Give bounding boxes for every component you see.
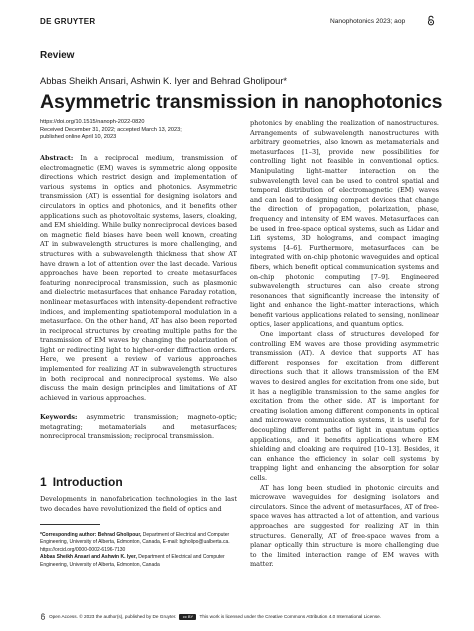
keywords-text: asymmetric transmission; magneto-optic; metagrating; metamaterials and metasurfaces; nonreciprocal transmission; reciprocal transmission. [40,413,237,441]
body-paragraph-1: photonics by enabling the realization of nanostructures. Arrangements of subwavelength nanostructures with arbitrary geometries, also known as metamaterials and metasurfaces [1–3], provide new possibilities for controlling light not feasible in conventional optics. Manipulating light–matter interaction on the subwavelength level can be used to control spatial and temporal distribution of electromagnetic (EM) waves and can lead to designing compact devices that change the direction of propagation, polarization, phase, frequency and intensity of EM waves. Metasurfaces can be used in free-space optical systems, such as Lidar and Lifi systems, 3D holograms, and compact imaging systems [4–6]. Furthermore, metasurfaces can be integrated with on-chip photonic waveguides and optical fibers, which benefit optical communication systems and on-chip photonic computing [7–9]. Engineered subwavelength structures can also create strong resonances that significantly increase the intensity of light and enhance the light–matter interactions, which benefit various applications related to sensing, nonlinear optics, laser applications, and quantum optics. [250,119,439,329]
intro-paragraph [40,495,237,514]
paper-title: Asymmetric transmission in nanophotonics [40,91,443,113]
article-meta [40,119,200,142]
keywords [40,413,237,442]
license-footer [40,613,440,620]
abstract-text: In a reciprocal medium, transmission of electromagnetic (EM) waves is symmetric along opposite directions which restrict design and implementation of various systems in optics and photonics. Asymmetric transmission (AT) is essential for designing isolators and circulators in optics and photonics, and it benefits other applications such as photovoltaic systems, lasers, cloaking, and EM shielding. While bulky nonreciprocal devices based on magnetic field biases have been well known, creating AT in subwavelength structures is more challenging, and structures with a subwavelength thickness that show AT have drawn a lot of attention over the last decade. Various approaches have been reported to create metasurfaces featuring nonreciprocal transmission, such as plasmonic and dielectric metasurfaces that enhance Faraday rotation, nonlinear metasurfaces with intensity-dependent refractive indices, and implementing spatiotemporal modulation in a metasurface. On the other hand, AT has also been reported in reciprocal structures by creating multiple paths for the transmission of EM waves by changing the polarization of light or redirecting light to higher-order diffraction orders. Here, we present a review of various approaches implemented for realizing AT in subwavelength structures in both reciprocal and nonreciprocal systems. We also discuss the main design principles and limitations of AT achieved in various approaches. [40,154,237,402]
corresponding-author-label: *Corresponding author: Behrad Gholipour, [40,532,142,538]
author-list: Abbas Sheikh Ansari, Ashwin K. Iyer and Behrad Gholipour* [40,76,288,86]
open-access-icon [427,15,435,26]
body-paragraph-2: One important class of structures developed for controlling EM waves are those providing asymmetric transmission (AT). A device that supports AT has different responses for excitation from different directions such that it allows transmission of the EM waves to desired angles for excitation from one side, but it has a negligible transmission to the same angles for excitation from the other side. AT is important for creating isolation among different components in optical and microwave communication systems, it is useful for decoupling different paths of light in quantum optics applications, and it benefits applications where EM shielding and cloaking are required [10–13]. Besides, it can enhance the efficiency in solar cell systems by trapping light and enhancing the absorption for solar cells. [250,330,439,482]
abstract [40,154,237,403]
body-paragraph-3: AT has long been studied in photonic circuits and microwave waveguides for designing isolators and circulators. Since the advent of metasurfaces, AT of free-space waves has attracted a lot of attention, and various approaches are suggested for realizing AT in thin structures. Generally, AT of free-space waves from a planar optically thin structure is more challenging due to the limited interaction range of EM waves with matter. [250,483,439,569]
other-authors-text: Department of Electrical and Computer Engineering, University of Alberta, Edmonton, Canada [40,554,225,568]
license-text: This work is licensed under the Creative Commons Attribution 4.0 International License. [199,614,382,619]
section-number: 1 [40,475,47,489]
journal-citation: Nanophotonics 2023; aop [330,18,406,25]
section-title: Introduction [52,475,123,489]
abstract-label: Abstract: [40,154,74,162]
doi-link[interactable]: https://doi.org/10.1515/nanoph-2022-0820 [40,119,145,125]
article-type: Review [40,50,75,61]
keywords-label: Keywords: [40,413,78,422]
section-heading [40,475,123,489]
cc-license-badge[interactable]: cc BY [179,614,196,620]
open-access-small-icon [40,613,46,620]
author-footnote [40,532,240,569]
footnote-divider [40,524,100,525]
received-date: Received December 31, 2022; accepted March 13, 2023; [40,126,182,133]
intro-text: Developments in nanofabrication technologies in the last two decades have revolutionized the field of optics and [40,495,237,513]
open-access-note: Open Access. © 2023 the author(s), published by De Gruyter. [49,614,177,619]
publisher-name: DE GRUYTER [40,17,96,26]
right-column [250,119,439,570]
left-column [40,154,237,442]
corresponding-author-text: Department of Electrical and Computer Engineering, University of Alberta, Edmonton, Canada, E-mail: bgholipo@ualberta.ca. https://orcid.org/0000-0002-6196-7130 [40,532,230,553]
other-authors-label: Abbas Sheikh Ansari and Ashwin K. Iyer, [40,554,137,561]
published-date: published online April 10, 2023 [40,134,117,141]
